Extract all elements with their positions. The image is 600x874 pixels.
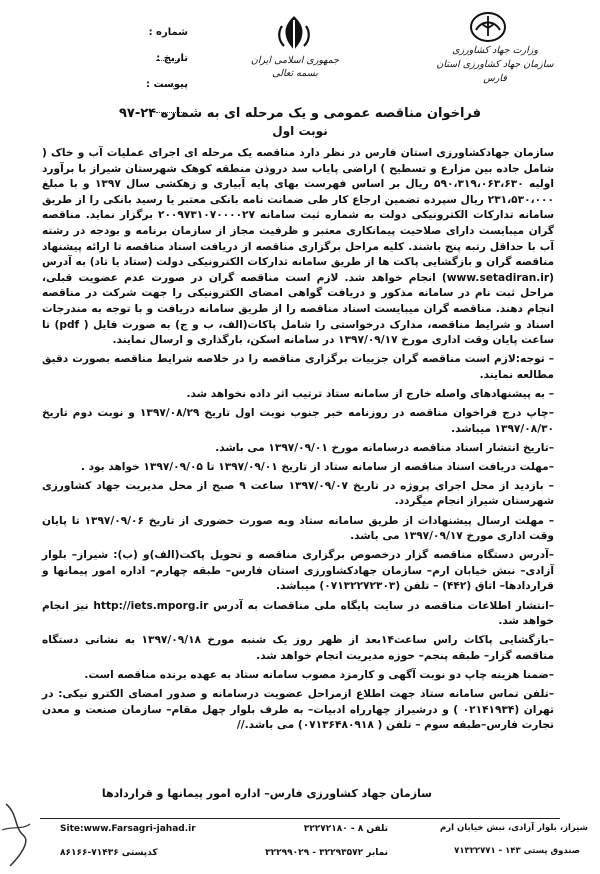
list-item: –انتشار اطلاعات مناقصه در سایت پایگاه ملی مناقصات به آدرس http://iets.mporg.ir نیز انجام خواهد شد. <box>42 599 554 628</box>
footer-postal-phone: صندوق پستی ۱۴۳ - ۷۱۳۲۲۷۷۱ <box>454 846 580 856</box>
reference-fields <box>128 20 188 98</box>
list-item: –تلفن تماس سامانه ستاد جهت اطلاع ازمراحل عضویت درسامانه و صدور امضای الکترو نیکی: در تهران (۰۲۱۴۱۹۳۴ ) و درشیراز چهارراه ادبیات– به طرف بلوار چهل مقام– سازمان صنعت و معدن تجارت فارس–طبقه سوم – تلفن ( ۰۷۱۳۶۴۸۰۹۱۸) می باشد.// <box>42 688 555 732</box>
list-item: –ضمنا هزینه چاپ دو نوبت آگهی و کارمزد مصوب سامانه ستاد به عهده برنده مناقصه است. <box>84 668 554 681</box>
footer-address: شیراز، بلوار آزادی، نبش خیابان ارم <box>440 823 588 833</box>
signature-line: سازمان جهاد کشاورزی فارس– اداره امور پیمانها و قراردادها <box>101 787 432 800</box>
tender-round: نوبت اول <box>272 124 328 138</box>
ministry-logo-icon <box>468 10 508 44</box>
footer-fax: نمابر ۳۲۲۹۳۵۷۲ - ۳۲۲۹۹۰۲۹ <box>265 848 388 858</box>
list-item: –تاریخ انتشار اسناد مناقصه درسامانه مورخ ۱۳۹۷/۰۹/۰۱ می باشد. <box>215 441 554 454</box>
stamp-icon <box>0 800 60 872</box>
list-item: – توجه:لازم است مناقصه گران جزییات برگزاری مناقصه را در خلاصه شرایط مناقصه بصورت دقیق مطالعه نمایند. <box>42 353 554 381</box>
organization-name: سازمان جهاد کشاورزی استان فارس <box>436 59 554 84</box>
list-item: – مهلت ارسال پیشنهادات از طریق سامانه ستاد وبه صورت حضوری از تاریخ ۱۳۹۷/۰۹/۰۶ تا پایان وقت اداری مورخ ۱۳۹۷/۰۹/۱۷ می باشد. <box>42 514 554 543</box>
tender-body <box>42 146 554 734</box>
list-item: – بازدید از محل اجرای پروژه در تاریخ ۱۳۹۷/۰۹/۰۷ ساعت ۹ صبح از محل مدیریت جهاد کشاورزی شهرستان شیراز انجام میگردد. <box>42 479 554 508</box>
list-item: –بازگشایی پاکات راس ساعت۱۴بعد از ظهر روز یک شنبه مورخ ۱۳۹۷/۰۹/۱۸ به نشانی دستگاه مناقصه گزار– طبقه پنجم– حوزه مدیریت انجام خواهد شد. <box>42 634 554 662</box>
list-item: –چاپ درج فراخوان مناقصه در روزنامه خبر جنوب نوبت اول تاریخ ۱۳۹۷/۰۸/۲۹ و نوبت دوم تاریخ ۱۳۹۷/۰۸/۳۰ میباشد. <box>42 407 554 435</box>
government-name: جمهوری اسلامی ایران <box>250 55 340 66</box>
number-field: شماره : <box>128 20 188 46</box>
footer-tel: تلفن ۸ - ۳۲۲۷۲۱۸۰ <box>303 824 388 834</box>
date-field: تاریخ : <box>128 46 188 72</box>
ministry-name: وزارت جهاد کشاورزی <box>452 45 538 56</box>
government-motto: بسمه تعالی <box>272 68 318 79</box>
list-item: –مهلت دریافت اسناد مناقصه از سامانه ستاد از تاریخ ۱۳۹۷/۰۹/۰۱ تا ۱۳۹۷/۰۹/۰۵ خواهد بود . <box>80 460 554 473</box>
tender-title: فراخوان مناقصه عمومی و یک مرحله ای به شماره ۲۴-۹۷ <box>118 106 482 121</box>
government-heading <box>240 54 350 80</box>
list-item: –آدرس دستگاه مناقصه گزار درخصوص برگزاری مناقصه و تحویل پاکت(الف)و (ب): شیراز– بلوار آزادی– نبش خیابان ارم– سازمان جهادکشاورزی استان فارس– طبقه چهارم– اداره امور پیمانها و قراردادها– اتاق (۴۴۲) – تلفن (۰۷۱۳۲۲۷۲۳۰۳) میباشد. <box>42 549 554 593</box>
footer-website: Site:www.Farsagri-jahad.ir <box>60 824 196 834</box>
list-item: – به پیشنهادهای واصله خارج از سامانه ستاد ترتیب اثر داده نخواهد شد. <box>186 387 554 400</box>
attachment-field: پیوست : <box>128 72 188 98</box>
iran-emblem-icon <box>272 12 316 56</box>
footer-divider <box>40 818 560 819</box>
footer-zip: کدپستی ۷۱۴۳۶-۸۶۱۶۶ <box>60 848 158 858</box>
organization-heading <box>430 44 560 86</box>
intro-paragraph: سازمان جهادکشاورزی استان فارس در نظر دارد مناقصه یک مرحله ای اجرای عملیات آب و خاک ( شامل جاده بین مزارع و تسطیح ) اراضی پایاب سد دروذن منطقه کوهک شهرستان شیراز با برآورد اولیه ۵۹۰،۳۱۹،۰۶۳،۶۳۰ ریال بر اساس فهرست بهای پایه آبیاری و زهکشی سال ۱۳۹۷ و با مبلغ ۲۳۱،۵۳۰،۰۰۰ ریال سپرده تضمین ارجاع کار طی ضمانت نامه بانکی معتبر یا رسید بانکی را از طریق سامانه تدارکات الکترونیکی دولت به شماره ثبت سامانه ۲۰۰۹۷۳۱۰۷۰۰۰۰۲۷ برگزار نماید. مناقصه گران میبایست دارای صلاحیت پیمانکاری معتبر و ظرفیت مجاز از سازمان برنامه و بودجه در رشته آب با حداقل رتبه پنج باشند. کلیه مراحل برگزاری مناقصه از دریافت اسناد مناقصه تا ارائه پیشنهاد مناقصه گران و بازگشایی پاکت ها از طریق سامانه تدارکات الکترونیکی دولت (ستاد یا تاد) به آدرس (www.setadiran.ir) انجام خواهد شد. لازم است مناقصه گران در صورت عدم عضویت قبلی، مراحل ثبت نام در سامانه مذکور و دریافت گواهی امضای الکترونیکی را جهت شرکت در مناقصه انجام دهند. مناقصه گران میبایست اسناد مناقصه را از طریق سامانه دریافت و با توجه به مندرجات اسناد و شرایط مناقصه، مدارک درخواستی را شامل پاکات(الف، ب و ج) به صورت فایل ( pdf) تا ساعت پایان وقت اداری مورخ ۱۳۹۷/۰۹/۱۷ در سامانه اسکن، بارگذاری و ارسال نمایند. <box>42 147 554 347</box>
